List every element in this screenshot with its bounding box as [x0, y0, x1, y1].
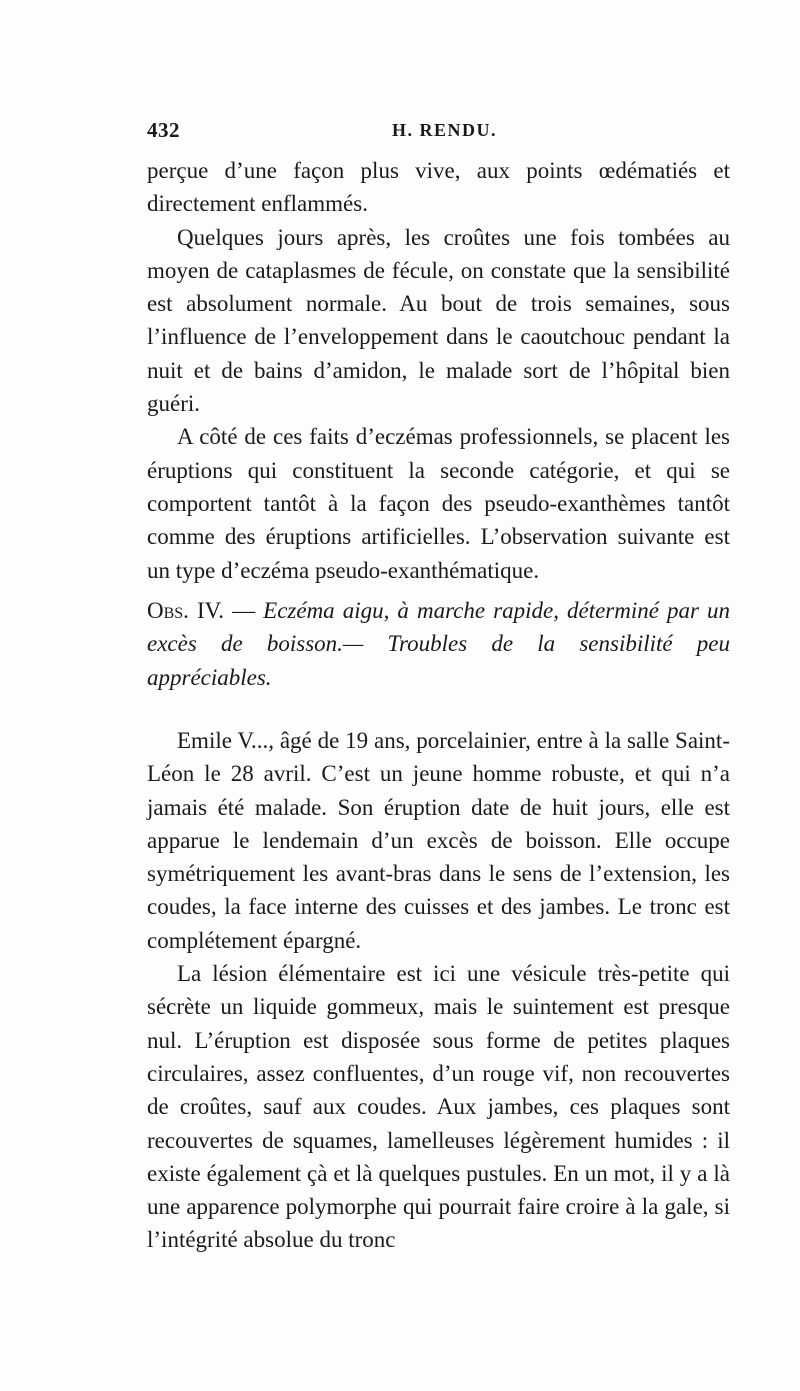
observation-heading — [147, 594, 730, 694]
paragraph: Emile V..., âgé de 19 ans, porcelainier, entre à la salle Saint-Léon le 28 avril. C’est un jeune homme robuste, et qui n’a jamais été malade. Son éruption date de huit jours, elle est apparue le lendemain d’un excès de boisson. Elle occupe symétriquement les avant-bras dans le sens de l’extension, les coudes, la face interne des cuisses et des jambes. Le tronc est complétement épargné. — [147, 728, 730, 953]
paragraph: Quelques jours après, les croûtes une fois tombées au moyen de cataplasmes de fécule, on constate que la sensibilité est absolument normale. Au bout de trois semaines, sous l’influence de l’enveloppement dans le caoutchouc pendant la nuit et de bains d’amidon, le malade sort de l’hôpital bien guéri. — [147, 224, 730, 417]
page-number: 432 — [147, 118, 180, 142]
paragraph: La lésion élémentaire est ici une vésicule très-petite qui sécrète un liquide gommeux, mais le suintement est presque nul. L’éruption est disposée sous forme de petites plaques circulaires, assez confluentes, d’un rouge vif, non recouvertes de croûtes, sauf aux coudes. Aux jambes, ces plaques sont recouvertes de squames, lamelleuses légèrement humides : il existe également çà et là quelques pustules. En un mot, il y a là une apparence polymorphe qui pourrait faire croire à la gale, si l’intégrité absolue du tronc — [147, 961, 730, 1253]
body-text-top — [147, 154, 730, 587]
observation-dash: — — [224, 598, 264, 623]
running-header — [147, 118, 717, 152]
observation-label: Obs. IV. — [147, 598, 225, 623]
body-text-bottom — [147, 724, 730, 1257]
observation-title: Eczéma aigu, à marche rapide, déterminé par un excès de boisson.— Troubles de la sensibilité peu appréciables. — [147, 598, 731, 690]
paragraph: perçue d’une façon plus vive, aux points œdématiés et directement enflammés. — [147, 158, 730, 217]
running-title: H. RENDU. — [392, 120, 498, 140]
paragraph: A côté de ces faits d’eczémas professionnels, se placent les éruptions qui constituent la seconde catégorie, et qui se comportent tantôt à la façon des pseudo-exanthèmes tantôt comme des éruptions artificielles. L’observation suivante est un type d’eczéma pseudo-exanthématique. — [147, 424, 730, 583]
